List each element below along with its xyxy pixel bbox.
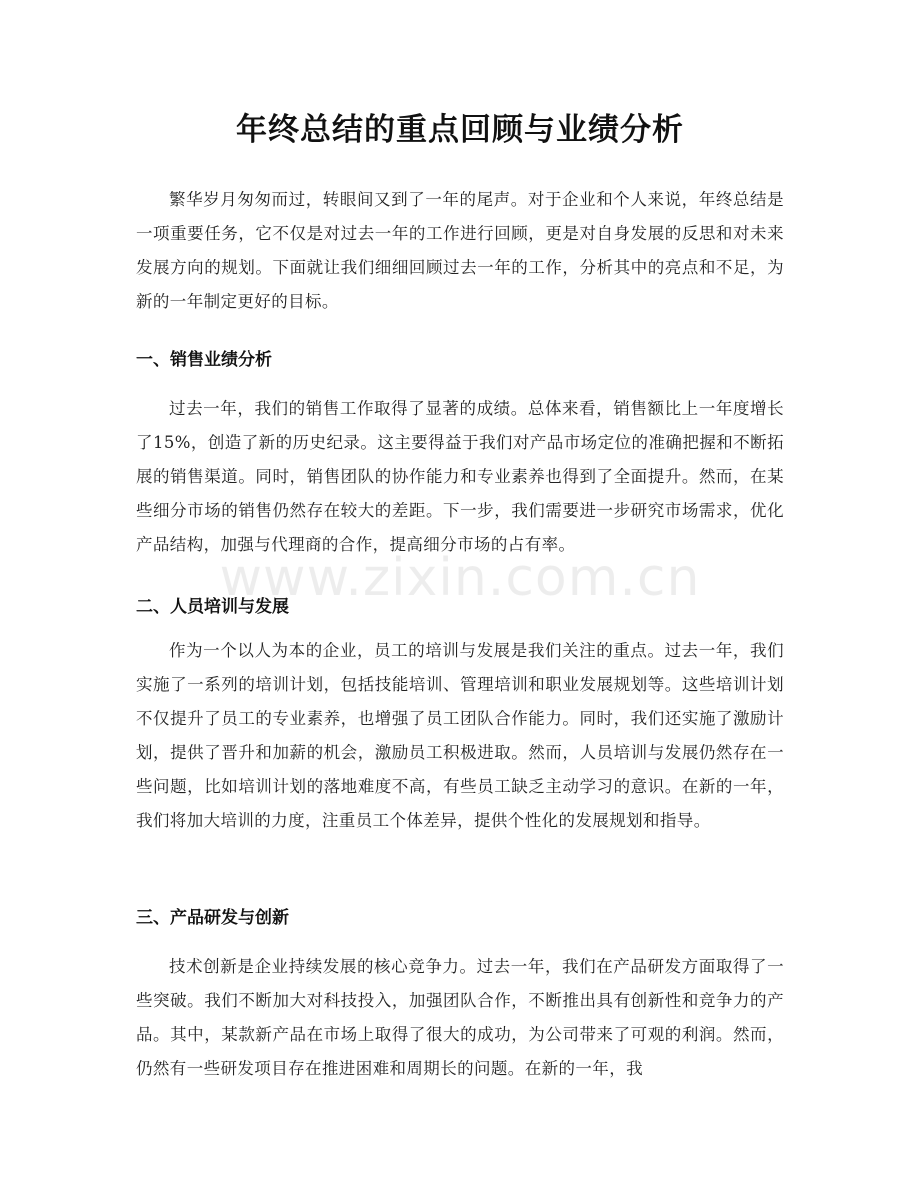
section-heading-sales: 一、销售业绩分析 bbox=[136, 350, 272, 370]
section-body-rnd: 技术创新是企业持续发展的核心竞争力。过去一年，我们在产品研发方面取得了一些突破。我们不断加大对科技投入，加强团队合作，不断推出具有创新性和竞争力的产品。其中，某款新产品在市场上取得了很大的成功，为公司带来了可观的利润。然而，仍然有一些研发项目存在推进困难和周期长的问题。在新的一年，我 bbox=[136, 957, 784, 1078]
intro-paragraph: 繁华岁月匆匆而过，转眼间又到了一年的尾声。对于企业和个人来说，年终总结是一项重要任务，它不仅是对过去一年的工作进行回顾，更是对自身发展的反思和对未来发展方向的规划。下面就让我们细细回顾过去一年的工作，分析其中的亮点和不足，为新的一年制定更好的目标。 bbox=[136, 190, 784, 311]
section-body-sales: 过去一年，我们的销售工作取得了显著的成绩。总体来看，销售额比上一年度增长了15%，创造了新的历史纪录。这主要得益于我们对产品市场定位的准确把握和不断拓展的销售渠道。同时，销售团队的协作能力和专业素养也得到了全面提升。然而，在某些细分市场的销售仍然存在较大的差距。下一步，我们需要进一步研究市场需求，优化产品结构，加强与代理商的合作，提高细分市场的占有率。 bbox=[136, 399, 784, 554]
watermark: www.zixin.com.cn bbox=[219, 548, 701, 608]
section-heading-rnd: 三、产品研发与创新 bbox=[136, 908, 289, 928]
section-body-training: 作为一个以人为本的企业，员工的培训与发展是我们关注的重点。过去一年，我们实施了一系列的培训计划，包括技能培训、管理培训和职业发展规划等。这些培训计划不仅提升了员工的专业素养，也增强了员工团队合作能力。同时，我们还实施了激励计划，提供了晋升和加薪的机会，激励员工积极进取。然而，人员培训与发展仍然存在一些问题，比如培训计划的落地难度不高，有些员工缺乏主动学习的意识。在新的一年，我们将加大培训的力度，注重员工个体差异，提供个性化的发展规划和指导。 bbox=[136, 641, 784, 830]
section-heading-training: 二、人员培训与发展 bbox=[136, 597, 289, 617]
page-title: 年终总结的重点回顾与业绩分析 bbox=[236, 112, 684, 148]
